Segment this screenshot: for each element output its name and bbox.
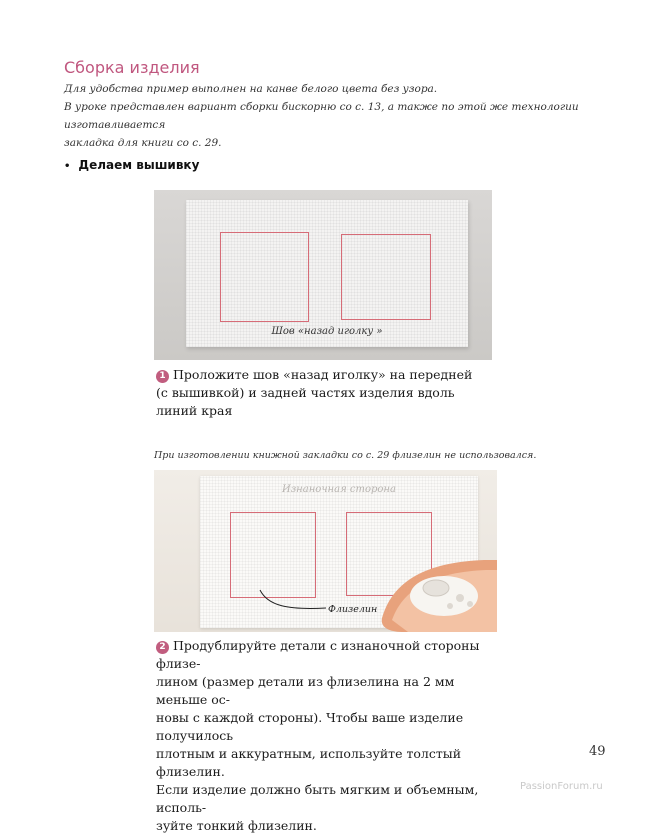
page-number: 49	[589, 744, 606, 759]
fliselin-label: Флизелин	[328, 604, 378, 615]
step-text: Проложите шов «назад иголку» на передней	[173, 367, 473, 382]
watermark: PassionForum.ru	[520, 781, 603, 792]
section-heading	[64, 158, 199, 172]
wrong-side-label: Изнаночная сторона	[282, 484, 396, 495]
step-number-badge: 2	[156, 641, 169, 654]
intro-line: В уроке представлен вариант сборки бискорню со с. 13, а также по этой же технологии изготавливается	[64, 101, 579, 131]
stitched-square-front	[220, 232, 309, 322]
photo-caption: Шов «назад иголку »	[271, 326, 383, 337]
step-2	[156, 637, 501, 835]
page-title: Сборка изделия	[64, 58, 200, 77]
bullet-icon: •	[64, 161, 71, 172]
iron-icon	[374, 558, 497, 632]
step-number-badge: 1	[156, 370, 169, 383]
intro-line: Для удобства пример выполнен на канве белого цвета без узора.	[64, 83, 438, 95]
step-text: лином (размер детали из флизелина на 2 мм меньше ос-	[156, 674, 455, 707]
stitched-square-back	[341, 234, 431, 320]
note-text: При изготовлении книжной закладки со с. 29 флизелин не использовался.	[154, 450, 537, 461]
step-text: зуйте тонкий флизелин.	[156, 818, 317, 833]
embroidery-photo	[154, 190, 492, 360]
intro-line: закладка для книги со с. 29.	[64, 137, 222, 149]
step-text: Продублируйте детали с изнаночной стороны флизе-	[156, 638, 480, 671]
section-heading-text: Делаем вышивку	[78, 158, 200, 172]
fliselin-square-left	[230, 512, 316, 598]
step-text: новы с каждой стороны). Чтобы ваше изделие получилось	[156, 710, 464, 743]
step-text: (с вышивкой) и задней частях изделия вдоль линий края	[156, 385, 455, 418]
pointer-line-icon	[258, 588, 330, 614]
step-text: Если изделие должно быть мягким и объемным, исполь-	[156, 782, 479, 815]
intro-text	[64, 80, 584, 152]
step-1	[156, 366, 496, 420]
canvas-fabric	[186, 200, 468, 347]
step-text: плотным и аккуратным, используйте толстый флизелин.	[156, 746, 462, 779]
fliselin-photo	[154, 470, 497, 632]
